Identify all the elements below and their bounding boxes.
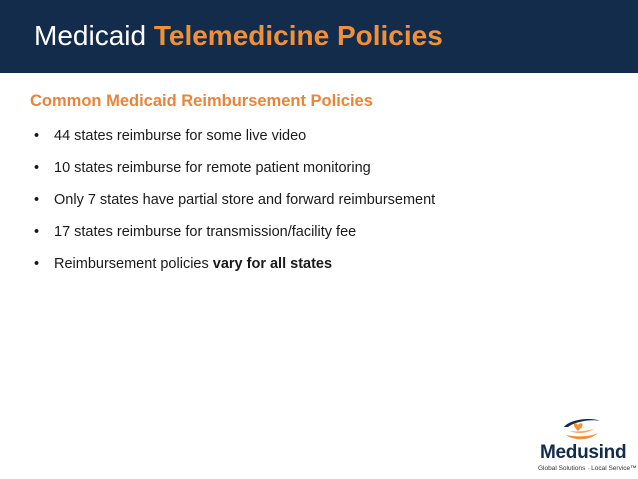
bullet-dot: • [34, 160, 40, 176]
bullet-dot: • [34, 224, 40, 240]
bullet-item [34, 159, 435, 191]
slide-title-plain: Medicaid [34, 20, 147, 51]
bullet-item [34, 255, 435, 287]
bullet-item [34, 191, 435, 223]
bullet-item [34, 127, 435, 159]
bullet-list [34, 127, 435, 287]
logo-name: Medusind [540, 442, 627, 463]
bullet-dot: • [34, 192, 40, 208]
bullet-item [34, 223, 435, 255]
bullet-dot: • [34, 128, 40, 144]
bullet-text: 17 states reimburse for transmission/facility fee [54, 224, 357, 240]
bullet-text: 44 states reimburse for some live video [54, 128, 307, 144]
slide-title-accent: Telemedicine Policies [153, 20, 443, 51]
bullet-text: Only 7 states have partial store and forward reimbursement [54, 192, 436, 208]
logo-tagline: Global Solutions · Local Service™ [538, 465, 637, 472]
medusind-logo [532, 415, 637, 473]
bullet-emphasis: vary for all states [212, 256, 333, 272]
bullet-dot: • [34, 256, 40, 272]
bullet-text: Reimbursement policies [54, 256, 213, 272]
title-bar [0, 0, 638, 73]
hands-holding-heart-icon [562, 415, 602, 443]
slide-title [34, 19, 443, 53]
bullet-text: 10 states reimburse for remote patient monitoring [54, 160, 371, 176]
section-subtitle: Common Medicaid Reimbursement Policies [30, 92, 373, 110]
